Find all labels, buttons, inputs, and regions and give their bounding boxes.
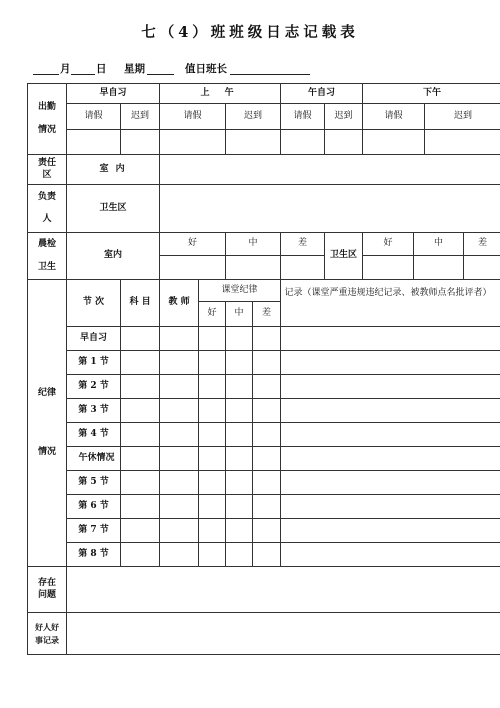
inspection-cell[interactable] <box>281 256 325 280</box>
good-cell[interactable] <box>199 519 226 543</box>
late-header: 迟到 <box>325 104 363 130</box>
good-cell[interactable] <box>199 543 226 567</box>
attendance-cell[interactable] <box>363 130 425 155</box>
month-label: 月 <box>60 63 71 75</box>
month-blank[interactable] <box>33 74 59 75</box>
teacher-cell[interactable] <box>160 423 199 447</box>
inspection-cell[interactable] <box>160 256 226 280</box>
teacher-cell[interactable] <box>160 519 199 543</box>
inspection-cell[interactable] <box>464 256 500 280</box>
issues-label: 存在 问题 <box>28 567 67 613</box>
monitor-blank[interactable] <box>230 74 310 75</box>
medium-cell[interactable] <box>226 375 253 399</box>
header-line <box>33 61 333 77</box>
monitor-label: 值日班长 <box>185 63 227 75</box>
grade-good: 好 <box>160 233 226 256</box>
col-period: 节 次 <box>67 280 121 327</box>
poor-cell[interactable] <box>253 543 281 567</box>
teacher-cell[interactable] <box>160 375 199 399</box>
period-row-label: 第 7 节 <box>67 519 121 543</box>
late-header: 迟到 <box>425 104 500 130</box>
record-cell[interactable] <box>281 447 500 471</box>
record-cell[interactable] <box>281 543 500 567</box>
attendance-label: 出勤 情况 <box>28 84 67 155</box>
discipline-label: 纪律 情况 <box>28 280 67 567</box>
poor-cell[interactable] <box>253 399 281 423</box>
good-deeds-cell[interactable] <box>67 613 500 655</box>
responsibility-label: 责任 区 <box>28 155 67 185</box>
attendance-cell[interactable] <box>160 130 226 155</box>
subject-cell[interactable] <box>121 495 160 519</box>
poor-cell[interactable] <box>253 447 281 471</box>
weekday-blank[interactable] <box>147 74 174 75</box>
subject-cell[interactable] <box>121 399 160 423</box>
period-noon-study: 午自习 <box>281 84 363 104</box>
day-blank[interactable] <box>71 74 95 75</box>
day-label: 日 <box>96 63 107 75</box>
teacher-cell[interactable] <box>160 399 199 423</box>
medium-cell[interactable] <box>226 447 253 471</box>
attendance-cell[interactable] <box>425 130 500 155</box>
attendance-cell[interactable] <box>121 130 160 155</box>
col-class-discipline: 课堂纪律 <box>199 280 281 302</box>
area-responsible-cell[interactable] <box>160 185 500 233</box>
attendance-cell[interactable] <box>325 130 363 155</box>
sanitation-area-label: 卫生区 <box>67 185 160 233</box>
record-cell[interactable] <box>281 495 500 519</box>
record-cell[interactable] <box>281 471 500 495</box>
good-deeds-label: 好人好 事记录 <box>28 613 67 655</box>
responsible-person-label: 负责 人 <box>28 185 67 233</box>
subject-cell[interactable] <box>121 543 160 567</box>
medium-cell[interactable] <box>226 543 253 567</box>
record-cell[interactable] <box>281 375 500 399</box>
grade-medium: 中 <box>226 233 281 256</box>
teacher-cell[interactable] <box>160 495 199 519</box>
grade-medium: 中 <box>414 233 464 256</box>
attendance-cell[interactable] <box>226 130 281 155</box>
medium-cell[interactable] <box>226 351 253 375</box>
good-cell[interactable] <box>199 471 226 495</box>
subject-cell[interactable] <box>121 471 160 495</box>
grade-poor: 差 <box>253 302 281 327</box>
good-cell[interactable] <box>199 399 226 423</box>
attendance-cell[interactable] <box>281 130 325 155</box>
subject-cell[interactable] <box>121 375 160 399</box>
good-cell[interactable] <box>199 495 226 519</box>
medium-cell[interactable] <box>226 519 253 543</box>
period-row-label: 第 3 节 <box>67 399 121 423</box>
teacher-cell[interactable] <box>160 447 199 471</box>
inspection-indoor-label: 室内 <box>67 233 160 280</box>
period-afternoon: 下午 <box>363 84 500 104</box>
inspection-area-label: 卫生区 <box>325 233 363 280</box>
period-row-label: 第 6 节 <box>67 495 121 519</box>
page-title: 七（4）班班级日志记载表 <box>141 24 359 41</box>
subject-cell[interactable] <box>121 423 160 447</box>
medium-cell[interactable] <box>226 471 253 495</box>
subject-cell[interactable] <box>121 447 160 471</box>
medium-cell[interactable] <box>226 423 253 447</box>
subject-cell[interactable] <box>121 351 160 375</box>
period-morning-study: 早自习 <box>67 84 160 104</box>
good-cell[interactable] <box>199 327 226 351</box>
inspection-cell[interactable] <box>363 256 414 280</box>
subject-cell[interactable] <box>121 327 160 351</box>
record-cell[interactable] <box>281 423 500 447</box>
period-row-label: 午休情况 <box>67 447 121 471</box>
indoor-responsible-cell[interactable] <box>160 155 500 185</box>
inspection-cell[interactable] <box>414 256 464 280</box>
period-row-label: 第 5 节 <box>67 471 121 495</box>
grade-poor: 差 <box>281 233 325 256</box>
teacher-cell[interactable] <box>160 327 199 351</box>
medium-cell[interactable] <box>226 495 253 519</box>
period-row-label: 第 2 节 <box>67 375 121 399</box>
inspection-cell[interactable] <box>226 256 281 280</box>
record-cell[interactable] <box>281 351 500 375</box>
subject-cell[interactable] <box>121 519 160 543</box>
poor-cell[interactable] <box>253 375 281 399</box>
poor-cell[interactable] <box>253 327 281 351</box>
weekday-label: 星期 <box>124 63 145 75</box>
leave-header: 请假 <box>281 104 325 130</box>
leave-header: 请假 <box>67 104 121 130</box>
period-row-label: 第 1 节 <box>67 351 121 375</box>
leave-header: 请假 <box>160 104 226 130</box>
period-row-label: 早自习 <box>67 327 121 351</box>
poor-cell[interactable] <box>253 519 281 543</box>
record-cell[interactable] <box>281 327 500 351</box>
teacher-cell[interactable] <box>160 543 199 567</box>
late-header: 迟到 <box>121 104 160 130</box>
grade-good: 好 <box>199 302 226 327</box>
record-cell[interactable] <box>281 519 500 543</box>
indoor-label: 室 内 <box>67 155 160 185</box>
poor-cell[interactable] <box>253 351 281 375</box>
teacher-cell[interactable] <box>160 351 199 375</box>
good-cell[interactable] <box>199 375 226 399</box>
good-cell[interactable] <box>199 351 226 375</box>
period-morning: 上 午 <box>160 84 281 104</box>
issues-cell[interactable] <box>67 567 500 613</box>
teacher-cell[interactable] <box>160 471 199 495</box>
grade-poor: 差 <box>464 233 500 256</box>
grade-medium: 中 <box>226 302 253 327</box>
col-subject: 科 目 <box>121 280 160 327</box>
period-row-label: 第 4 节 <box>67 423 121 447</box>
medium-cell[interactable] <box>226 399 253 423</box>
good-cell[interactable] <box>199 423 226 447</box>
poor-cell[interactable] <box>253 495 281 519</box>
poor-cell[interactable] <box>253 471 281 495</box>
col-record: 记录（课堂严重违规违纪记录、被教师点名批评者） <box>281 280 500 327</box>
period-row-label: 第 8 节 <box>67 543 121 567</box>
class-log-table <box>27 83 500 655</box>
late-header: 迟到 <box>226 104 281 130</box>
col-teacher: 教 师 <box>160 280 199 327</box>
inspection-label: 晨检 卫生 <box>28 233 67 280</box>
attendance-cell[interactable] <box>67 130 121 155</box>
grade-good: 好 <box>363 233 414 256</box>
leave-header: 请假 <box>363 104 425 130</box>
good-cell[interactable] <box>199 447 226 471</box>
poor-cell[interactable] <box>253 423 281 447</box>
medium-cell[interactable] <box>226 327 253 351</box>
record-cell[interactable] <box>281 399 500 423</box>
